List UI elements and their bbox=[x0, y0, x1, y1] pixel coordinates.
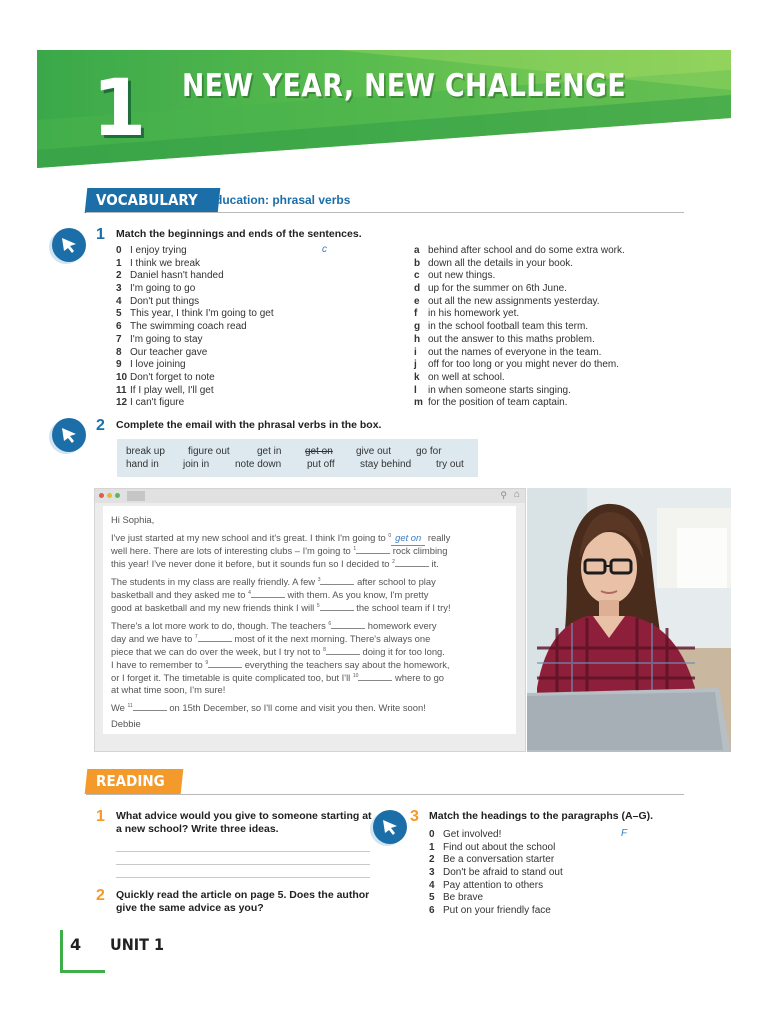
item-number: 4 bbox=[429, 879, 435, 891]
gap-example[interactable]: get on bbox=[391, 531, 425, 545]
list-item bbox=[116, 347, 274, 360]
list-item bbox=[116, 397, 274, 410]
list-item bbox=[116, 372, 274, 385]
item-text: Pay attention to others bbox=[443, 879, 544, 891]
footer-accent-bar bbox=[60, 930, 63, 972]
email-line: I have to remember to $^9$ everything the teachers say about the homework, bbox=[111, 659, 450, 671]
email-line: We $^{11}$ on 15th December, so I'll come and visit you then. Write soon! bbox=[111, 702, 426, 714]
list-item bbox=[414, 283, 625, 296]
word-item: join in bbox=[183, 459, 210, 470]
email-line: this year! I've never done it before, but it sounds fun so I decided to $^2$ it. bbox=[111, 558, 439, 570]
interactive-cursor-icon[interactable] bbox=[373, 810, 407, 844]
item-number: 2 bbox=[116, 270, 122, 282]
headings-list bbox=[429, 829, 563, 918]
exercise-number: 2 bbox=[96, 417, 105, 434]
item-number: g bbox=[414, 321, 421, 333]
email-line: day and we have to $^7$ most of it the next morning. There's always one bbox=[111, 633, 431, 645]
section-divider bbox=[86, 794, 684, 795]
list-item bbox=[429, 854, 563, 867]
search-icon[interactable]: ⚲ bbox=[500, 490, 507, 500]
gap-input[interactable] bbox=[320, 576, 354, 585]
student-photo bbox=[527, 488, 731, 752]
sentence-endings-list bbox=[414, 245, 625, 410]
item-text: The swimming coach read bbox=[130, 321, 247, 333]
item-text: I love joining bbox=[130, 359, 186, 371]
gap-input[interactable] bbox=[326, 646, 360, 655]
maximize-dot-icon[interactable] bbox=[115, 493, 120, 498]
item-number: m bbox=[414, 397, 423, 409]
item-text: out the names of everyone in the team. bbox=[428, 346, 602, 358]
item-number: 3 bbox=[429, 867, 435, 879]
item-number: 11 bbox=[116, 384, 127, 396]
example-answer: F bbox=[621, 828, 628, 839]
email-line: or I forget it. The timetable is quite complicated too, but I'll $^{10}$ where to go bbox=[111, 672, 445, 684]
item-number: l bbox=[414, 384, 417, 396]
list-item bbox=[429, 905, 563, 918]
gap-input[interactable] bbox=[208, 659, 242, 668]
list-item bbox=[116, 296, 274, 309]
item-number: 1 bbox=[429, 841, 435, 853]
item-number: h bbox=[414, 333, 421, 345]
exercise-instruction: Complete the email with the phrasal verbs in the box. bbox=[116, 419, 382, 431]
email-body bbox=[103, 506, 516, 734]
word-item: get in bbox=[257, 446, 282, 457]
sentence-beginnings-list bbox=[116, 245, 274, 410]
list-item bbox=[116, 245, 274, 258]
item-number: a bbox=[414, 245, 420, 256]
exercise-instruction-line: Quickly read the article on page 5. Does the author bbox=[116, 889, 370, 901]
item-number: 1 bbox=[116, 257, 122, 269]
item-text: in his homework yet. bbox=[428, 308, 520, 320]
item-text: Be a conversation starter bbox=[443, 854, 555, 866]
email-line: well here. There are lots of interesting clubs – I'm going to $^1$ rock climbing bbox=[111, 545, 448, 557]
item-number: 2 bbox=[429, 854, 435, 866]
email-greeting: Hi Sophia, bbox=[111, 514, 155, 525]
item-text: Don't put things bbox=[130, 295, 200, 307]
list-item bbox=[116, 270, 274, 283]
list-item bbox=[116, 308, 274, 321]
word-item: go for bbox=[416, 446, 442, 457]
item-number: 5 bbox=[429, 892, 435, 904]
item-number: 10 bbox=[116, 371, 128, 383]
list-item bbox=[429, 880, 563, 893]
item-text: Find out about the school bbox=[443, 841, 556, 853]
vocabulary-tag-label: VOCABULARY bbox=[96, 191, 198, 209]
list-item bbox=[429, 842, 563, 855]
nav-arrows-icon[interactable] bbox=[127, 491, 145, 501]
item-number: 6 bbox=[429, 905, 435, 917]
item-number: 0 bbox=[429, 829, 435, 840]
word-item: give out bbox=[356, 446, 392, 457]
item-number: d bbox=[414, 283, 421, 295]
word-item: try out bbox=[436, 459, 464, 470]
item-text: I'm going to go bbox=[130, 283, 196, 295]
exercise-instruction-line: What advice would you give to someone starting at bbox=[116, 810, 372, 822]
list-item bbox=[429, 892, 563, 905]
writing-line[interactable] bbox=[116, 851, 370, 852]
item-number: 5 bbox=[116, 308, 122, 320]
list-item bbox=[116, 258, 274, 271]
item-text: If I play well, I'll get bbox=[130, 384, 214, 396]
list-item bbox=[414, 347, 625, 360]
item-text: Don't forget to note bbox=[130, 371, 215, 383]
list-item bbox=[414, 397, 625, 410]
list-item bbox=[414, 308, 625, 321]
item-text: up for the summer on 6th June. bbox=[428, 283, 567, 295]
email-window bbox=[94, 488, 526, 752]
item-number: 12 bbox=[116, 397, 128, 409]
gap-input[interactable] bbox=[320, 602, 354, 611]
email-line: I've just started at my new school and it's great. I think I'm going to $^0$ get on really bbox=[111, 530, 450, 546]
item-text: This year, I think I'm going to get bbox=[130, 308, 274, 320]
gap-input[interactable] bbox=[358, 672, 392, 681]
unit-title: NEW YEAR, NEW CHALLENGE bbox=[182, 68, 627, 104]
item-text: behind after school and do some extra work. bbox=[428, 245, 625, 256]
gap-input[interactable] bbox=[251, 589, 285, 598]
exercise-instruction: Match the headings to the paragraphs (A–G). bbox=[429, 810, 654, 822]
gap-input[interactable] bbox=[395, 558, 429, 567]
list-item bbox=[116, 283, 274, 296]
item-number: e bbox=[414, 295, 420, 307]
item-text: off for too long or you might never do them. bbox=[428, 359, 620, 371]
exercise-number: 1 bbox=[96, 808, 105, 825]
exercise-instruction-line: a new school? Write three ideas. bbox=[116, 823, 279, 835]
list-item bbox=[414, 372, 625, 385]
list-item bbox=[116, 321, 274, 334]
writing-line[interactable] bbox=[116, 877, 370, 878]
interactive-cursor-icon[interactable] bbox=[52, 228, 86, 262]
item-text: down all the details in your book. bbox=[428, 257, 574, 269]
item-text: I think we break bbox=[130, 257, 201, 269]
item-number: 7 bbox=[116, 333, 122, 345]
item-number: 9 bbox=[116, 359, 122, 371]
vocabulary-subtitle: Education: phrasal verbs bbox=[207, 193, 351, 207]
word-item-used: get on bbox=[305, 446, 333, 457]
word-item: figure out bbox=[188, 446, 230, 457]
list-item bbox=[414, 359, 625, 372]
item-text: in the school football team this term. bbox=[428, 321, 589, 333]
list-item bbox=[414, 334, 625, 347]
item-text: Our teacher gave bbox=[130, 346, 208, 358]
gap-input[interactable] bbox=[198, 633, 232, 642]
gap-input[interactable] bbox=[356, 545, 390, 554]
item-number: f bbox=[414, 308, 418, 320]
exercise-number: 1 bbox=[96, 226, 105, 243]
word-item: stay behind bbox=[360, 459, 412, 470]
item-text: Get involved! bbox=[443, 829, 502, 840]
list-item bbox=[429, 829, 563, 842]
word-box bbox=[117, 439, 478, 477]
item-number: i bbox=[414, 346, 417, 358]
item-text: Don't be afraid to stand out bbox=[443, 867, 563, 879]
vocabulary-tag bbox=[85, 188, 221, 213]
item-text: Daniel hasn't handed bbox=[130, 270, 224, 282]
reading-tag bbox=[85, 769, 184, 794]
email-line: good at basketball and my new friends think I will $^5$ the school team if I try! bbox=[111, 602, 451, 614]
email-line: The students in my class are really friendly. A few $^3$ after school to play bbox=[111, 576, 436, 588]
list-item bbox=[414, 245, 625, 258]
student-illustration bbox=[527, 488, 731, 752]
list-item bbox=[414, 321, 625, 334]
exercise-number: 3 bbox=[410, 808, 419, 825]
word-item: put off bbox=[307, 459, 335, 470]
item-text: I enjoy trying bbox=[130, 245, 187, 256]
list-item bbox=[116, 385, 274, 398]
item-number: 3 bbox=[116, 283, 122, 295]
item-text: in when someone starts singing. bbox=[428, 384, 571, 396]
item-number: b bbox=[414, 257, 421, 269]
item-text: out all the new assignments yesterday. bbox=[428, 295, 600, 307]
list-item bbox=[414, 385, 625, 398]
footer-accent-line bbox=[60, 970, 105, 973]
email-line: There's a lot more work to do, though. The teachers $^6$ homework every bbox=[111, 620, 437, 632]
list-item bbox=[429, 867, 563, 880]
email-signoff: Debbie bbox=[111, 718, 141, 729]
example-answer: c bbox=[322, 244, 327, 255]
minimize-dot-icon[interactable] bbox=[107, 493, 112, 498]
writing-line[interactable] bbox=[116, 864, 370, 865]
page-number: 4 bbox=[70, 935, 82, 954]
item-text: for the position of team captain. bbox=[428, 397, 568, 409]
home-icon[interactable]: ⌂ bbox=[513, 489, 520, 500]
item-text: I'm going to stay bbox=[130, 333, 203, 345]
list-item bbox=[414, 258, 625, 271]
close-dot-icon[interactable] bbox=[99, 493, 104, 498]
item-number: 6 bbox=[116, 321, 122, 333]
section-divider bbox=[86, 212, 684, 213]
email-line: basketball and they asked me to $^4$ with them. As you know, I'm pretty bbox=[111, 589, 429, 601]
item-text: out new things. bbox=[428, 270, 496, 282]
word-item: note down bbox=[235, 459, 282, 470]
exercise-instruction-line: give the same advice as you? bbox=[116, 902, 264, 914]
email-line: at what time soon, I'm sure! bbox=[111, 684, 226, 695]
item-text: I can't figure bbox=[130, 397, 185, 409]
reading-tag-label: READING bbox=[96, 772, 165, 790]
word-item: break up bbox=[126, 446, 165, 457]
item-number: k bbox=[414, 371, 420, 383]
word-item: hand in bbox=[126, 459, 159, 470]
list-item bbox=[414, 296, 625, 309]
item-text: Put on your friendly face bbox=[443, 905, 551, 917]
window-title-bar bbox=[95, 489, 525, 503]
item-number: 0 bbox=[116, 245, 122, 256]
list-item bbox=[116, 334, 274, 347]
gap-input[interactable] bbox=[331, 620, 365, 629]
item-number: c bbox=[414, 270, 420, 282]
exercise-instruction: Match the beginnings and ends of the sentences. bbox=[116, 228, 362, 240]
item-text: Be brave bbox=[443, 892, 484, 904]
list-item bbox=[414, 270, 625, 283]
unit-label: UNIT 1 bbox=[110, 935, 164, 954]
gap-input[interactable] bbox=[133, 702, 167, 711]
interactive-cursor-icon[interactable] bbox=[52, 418, 86, 452]
item-text: out the answer to this maths problem. bbox=[428, 333, 595, 345]
list-item bbox=[116, 359, 274, 372]
exercise-number: 2 bbox=[96, 887, 105, 904]
unit-number: 1 bbox=[92, 64, 147, 154]
email-line: piece that we can do over the week, but I try not to $^8$ doing it for too long. bbox=[111, 646, 445, 658]
item-text: on well at school. bbox=[428, 371, 505, 383]
item-number: j bbox=[414, 359, 417, 371]
item-number: 4 bbox=[116, 295, 122, 307]
item-number: 8 bbox=[116, 346, 122, 358]
